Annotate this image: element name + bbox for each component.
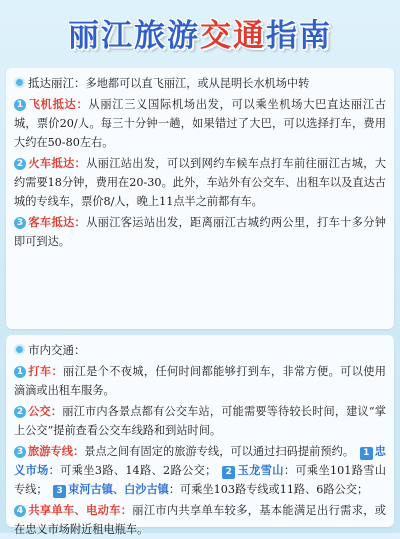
title-part3: 指南 [266, 18, 332, 54]
city-item-label: 共享单车、电动车： [28, 503, 133, 517]
city-item-label: 旅游专线： [28, 444, 85, 458]
city-item [14, 442, 386, 499]
arrival-item [14, 213, 386, 251]
number-4-icon: 4 [14, 505, 26, 517]
number-3-icon: 3 [14, 446, 26, 458]
route-number-icon: 2 [222, 466, 235, 479]
route-text: ：可乘坐103路专线或11路、6路公交； [168, 483, 369, 496]
city-transport-title: 市内交通： [28, 343, 86, 357]
arrival-item-text: 从丽江客运站出发，距离丽江古城约两公里，打车十多分钟即可到达。 [14, 216, 386, 248]
number-3-icon: 3 [14, 217, 26, 229]
city-item [14, 362, 386, 400]
arrival-item-label: 客车抵达： [28, 215, 87, 229]
city-item-text: 丽江市内各景点都有公交车站，可能需要等待较长时间，建议“掌上公交”提前查看公交车线路和到站时间。 [14, 405, 386, 437]
route-number-icon: 3 [53, 485, 66, 498]
number-2-icon: 2 [14, 406, 26, 418]
arrival-item [14, 95, 386, 152]
city-item-text: 景点之间有固定的旅游专线，可以通过扫码提前预约。 [84, 445, 355, 458]
arrival-item [14, 154, 386, 211]
city-item-text: 丽江市内共享单车较多，基本能满足出行需求，或在忠义市场附近租电瓶车。 [14, 504, 386, 536]
arrival-card [6, 68, 394, 329]
city-item [14, 402, 386, 440]
route-place: 束河古镇、白沙古镇 [68, 482, 169, 496]
city-item-label: 公交： [28, 404, 63, 418]
city-item-label: 打车： [28, 364, 64, 378]
route-text: ：可乘坐101路雪山专线； [14, 464, 386, 496]
route-place: 玉龙雪山 [237, 463, 284, 477]
arrival-item-text: 从丽江三义国际机场出发，可以乘坐机场大巴直达丽江古城，票价20/人。每三十分钟一趟，如果错过了大巴，可以选择打车，费用大约在50-80左右。 [14, 98, 386, 149]
title-part2: 交通 [200, 18, 266, 54]
arrival-intro [14, 74, 386, 93]
route-text: ：可乘坐3路、14路、2路公交； [48, 464, 217, 477]
city-transport-heading [14, 341, 386, 360]
number-2-icon: 2 [14, 158, 26, 170]
arrival-title: 抵达丽江： [28, 76, 86, 90]
city-item-text: 丽江是个不夜城，任何时间都能够打到车，非常方便。可以使用滴滴或出租车服务。 [14, 365, 386, 397]
route-number-icon: 1 [360, 447, 373, 460]
page-title [0, 10, 400, 55]
bullet-icon [14, 344, 25, 355]
city-transport-card [6, 335, 394, 536]
arrival-item-text: 从丽江站出发，可以到网约车候车点打车前往丽江古城，大约需要18分钟，费用在20-30。此外，车站外有公交车、出租车以及直达古城的专线车，票价8/人，晚上11点半之前都有车。 [14, 157, 386, 208]
arrival-item-label: 飞机抵达： [28, 97, 89, 111]
number-1-icon: 1 [14, 366, 26, 378]
title-part1: 丽江旅游 [68, 18, 200, 54]
bullet-icon [14, 77, 25, 88]
arrival-intro-text: 多地都可以直飞丽江，或从昆明长水机场中转 [85, 77, 310, 90]
city-item [14, 501, 386, 539]
number-1-icon: 1 [14, 99, 26, 111]
arrival-item-label: 火车抵达： [28, 156, 87, 170]
route-place: 忠义市场 [14, 444, 386, 477]
